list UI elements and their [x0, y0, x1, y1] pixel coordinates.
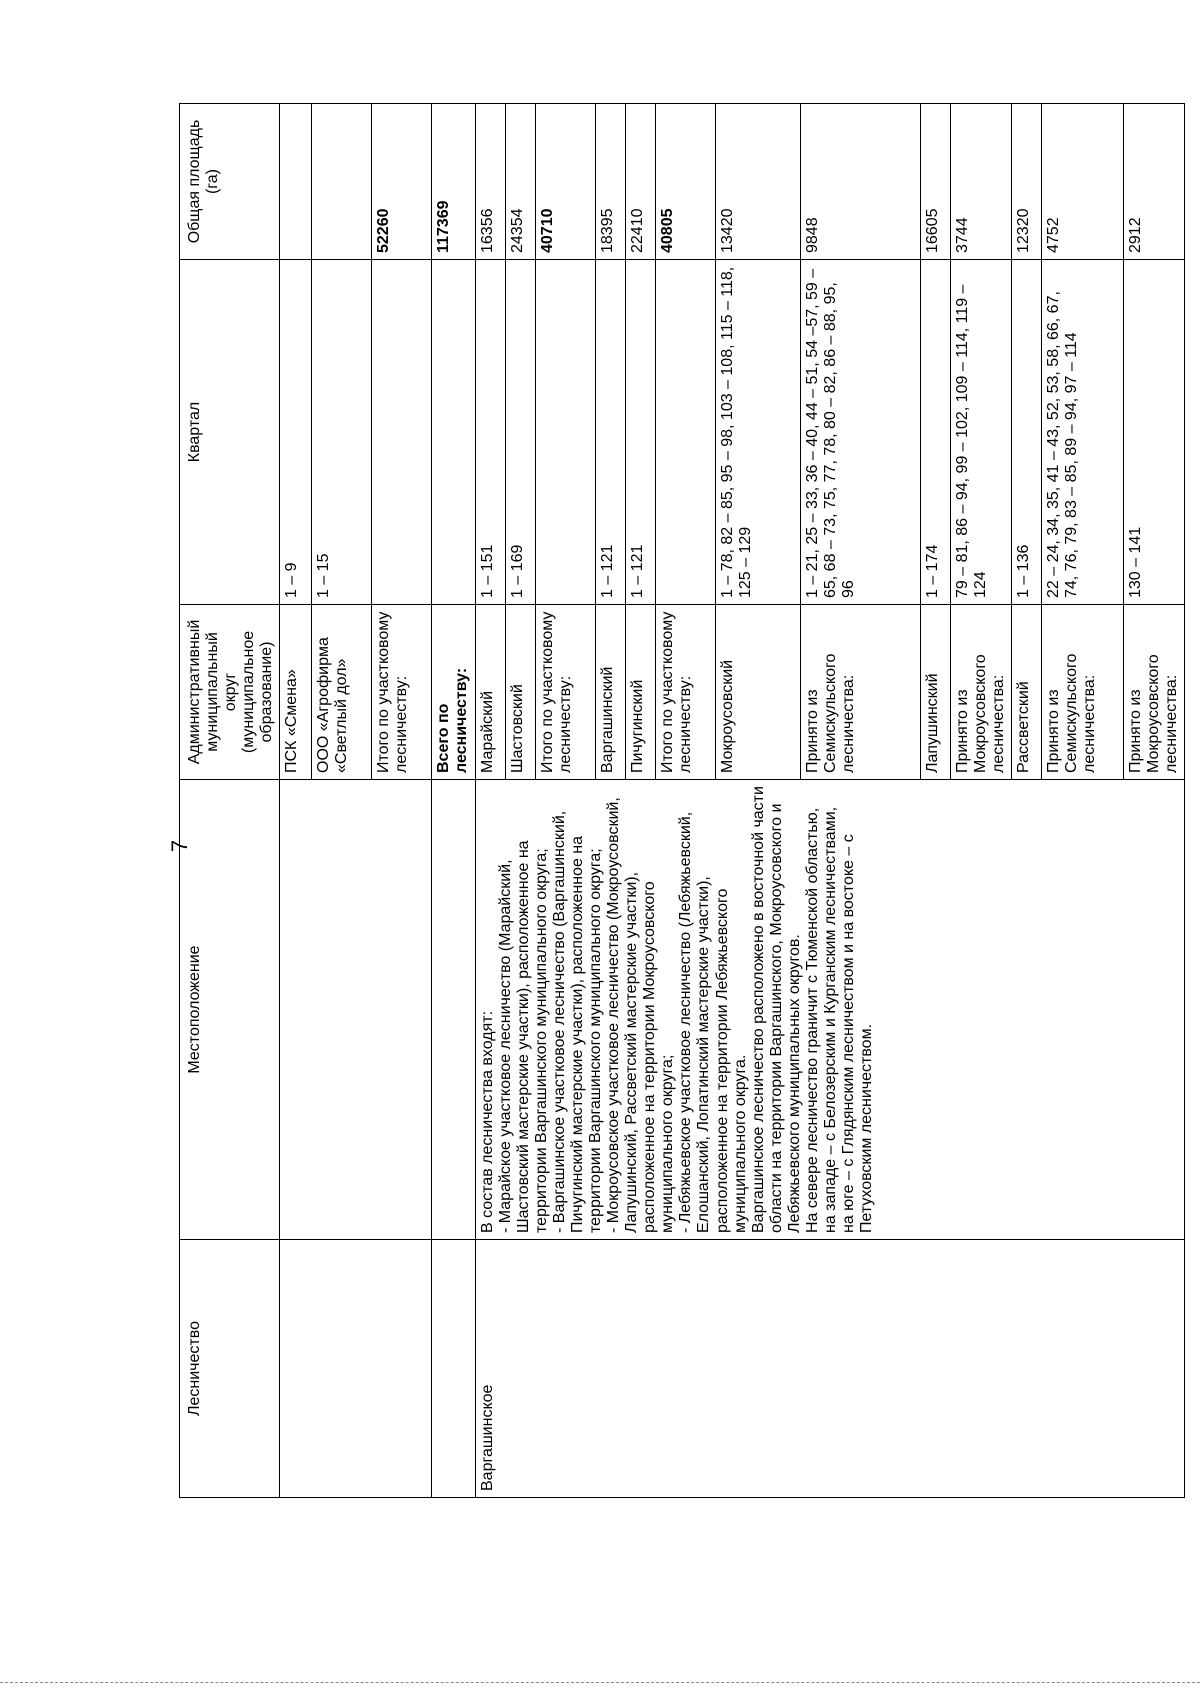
- area-cell: 9848: [800, 104, 920, 260]
- municipality-cell: Итого по участковому лесничеству:: [535, 605, 595, 780]
- quarter-cell: 1 – 21, 25 – 33, 36 – 40, 44 – 51, 54 –57, 59 – 65, 68 – 73, 75, 77, 78, 80 – 82, 86 – 88, 95, 96: [800, 260, 920, 605]
- scan-edge-line: [0, 1682, 1200, 1685]
- municipality-cell: Итого по участковому лесничеству:: [655, 605, 715, 780]
- header-quarter: Квартал: [180, 260, 280, 605]
- municipality-cell: Марайский: [475, 605, 505, 780]
- area-cell: 3744: [950, 104, 1011, 260]
- quarter-cell: [535, 260, 595, 605]
- area-cell: 4752: [1041, 104, 1123, 260]
- municipality-cell: Всего по лесничеству:: [432, 605, 475, 780]
- quarter-cell: 1 – 121: [625, 260, 655, 605]
- quarter-cell: 1 – 9: [280, 260, 312, 605]
- municipality-cell: ПСК «Смена»: [280, 605, 312, 780]
- page-number: 7: [167, 839, 192, 853]
- municipality-cell: Принято из Мокроусовского лесничества:: [950, 605, 1011, 780]
- area-cell: 22410: [625, 104, 655, 260]
- table-row: [475, 104, 505, 1498]
- forestry-name-cell: Варгашинское: [475, 1240, 1184, 1498]
- municipality-cell: Лапушинский: [920, 605, 950, 780]
- municipality-cell: Принято из Мокроусовского лесничества:: [1123, 605, 1184, 780]
- quarter-cell: 1 – 169: [505, 260, 535, 605]
- municipality-cell: Пичугинский: [625, 605, 655, 780]
- area-cell: [280, 104, 312, 260]
- municipality-cell: Рассветский: [1011, 605, 1041, 780]
- area-cell: 16605: [920, 104, 950, 260]
- quarter-cell: 1 – 78, 82 – 85, 95 – 98, 103 – 108, 115 – 118, 125 – 129: [715, 260, 800, 605]
- forestry-table: [179, 103, 1185, 1498]
- quarter-cell: 1 – 15: [312, 260, 372, 605]
- empty-forestry-cell: [432, 1240, 475, 1498]
- area-cell: 18395: [595, 104, 625, 260]
- area-cell: 40710: [535, 104, 595, 260]
- quarter-cell: 1 – 121: [595, 260, 625, 605]
- empty-location-cell: [432, 780, 475, 1240]
- empty-forestry-cell: [280, 1240, 432, 1498]
- header-municipality: Административный муниципальный округ (муниципальное образование): [180, 605, 280, 780]
- quarter-cell: [432, 260, 475, 605]
- area-cell: 117369: [432, 104, 475, 260]
- area-cell: 13420: [715, 104, 800, 260]
- municipality-cell: ООО «Агрофирма «Светлый дол»: [312, 605, 372, 780]
- quarter-cell: 130 – 141: [1123, 260, 1184, 605]
- quarter-cell: [372, 260, 432, 605]
- municipality-cell: Варгашинский: [595, 605, 625, 780]
- quarter-cell: 79 – 81, 86 – 94, 99 – 102, 109 – 114, 119 – 124: [950, 260, 1011, 605]
- location-description: В состав лесничества входят: - Марайское участковое лесничество (Марайский, Шастовский мастерские участки), расположенное на территории Варгашинского муниципального округа; - Варгашинское участковое лесничество (Варгашинский, Пичугинский мастерские участки), расположенное на территории Варгашинского муниципального округа; - Мокроусовское участковое лесничество (Мокроусовский, Лапушинский, Рассветский мастерские участки), расположенное на территории Мокроусовского муниципального округа; - Лебяжьевское участковое лесничество (Лебяжьевский, Елошанский, Лопатинский мастерские участки), расположенное на территории Лебяжьевского муниципального округа. Варгашинское лесничество расположено в восточной части области на территории Варгашинского, Мокроусовского и Лебяжьевского муниципальных округов. На севере лесничество граничит с Тюменской областью, на западе – с Белозерским и Курганским лесничествами, на юге – с Глядянским лесничеством и на востоке – с Петуховским лесничеством.: [475, 780, 1184, 1240]
- header-forestry: Лесничество: [180, 1240, 280, 1498]
- header-location: Местоположение: [180, 780, 280, 1240]
- quarter-cell: 1 – 174: [920, 260, 950, 605]
- area-cell: 40805: [655, 104, 715, 260]
- municipality-cell: Шастовский: [505, 605, 535, 780]
- area-cell: 2912: [1123, 104, 1184, 260]
- area-cell: 16356: [475, 104, 505, 260]
- area-cell: [312, 104, 372, 260]
- quarter-cell: 1 – 136: [1011, 260, 1041, 605]
- table-row: [432, 104, 475, 1498]
- quarter-cell: 1 – 151: [475, 260, 505, 605]
- header-area: Общая площадь (га): [180, 104, 280, 260]
- rotated-table-container: [179, 104, 1180, 1498]
- area-cell: 24354: [505, 104, 535, 260]
- municipality-cell: Итого по участковому лесничеству:: [372, 605, 432, 780]
- area-cell: 12320: [1011, 104, 1041, 260]
- quarter-cell: 22 – 24, 34, 35, 41 – 43, 52, 53, 58, 66, 67, 74, 76, 79, 83 – 85, 89 – 94, 97 – 114: [1041, 260, 1123, 605]
- empty-location-cell: [280, 780, 432, 1240]
- header-row: [180, 104, 280, 1498]
- municipality-cell: Принято из Семискульского лесничества:: [800, 605, 920, 780]
- table-row: [280, 104, 312, 1498]
- quarter-cell: [655, 260, 715, 605]
- area-cell: 52260: [372, 104, 432, 260]
- municipality-cell: Принято из Семискульского лесничества:: [1041, 605, 1123, 780]
- municipality-cell: Мокроусовский: [715, 605, 800, 780]
